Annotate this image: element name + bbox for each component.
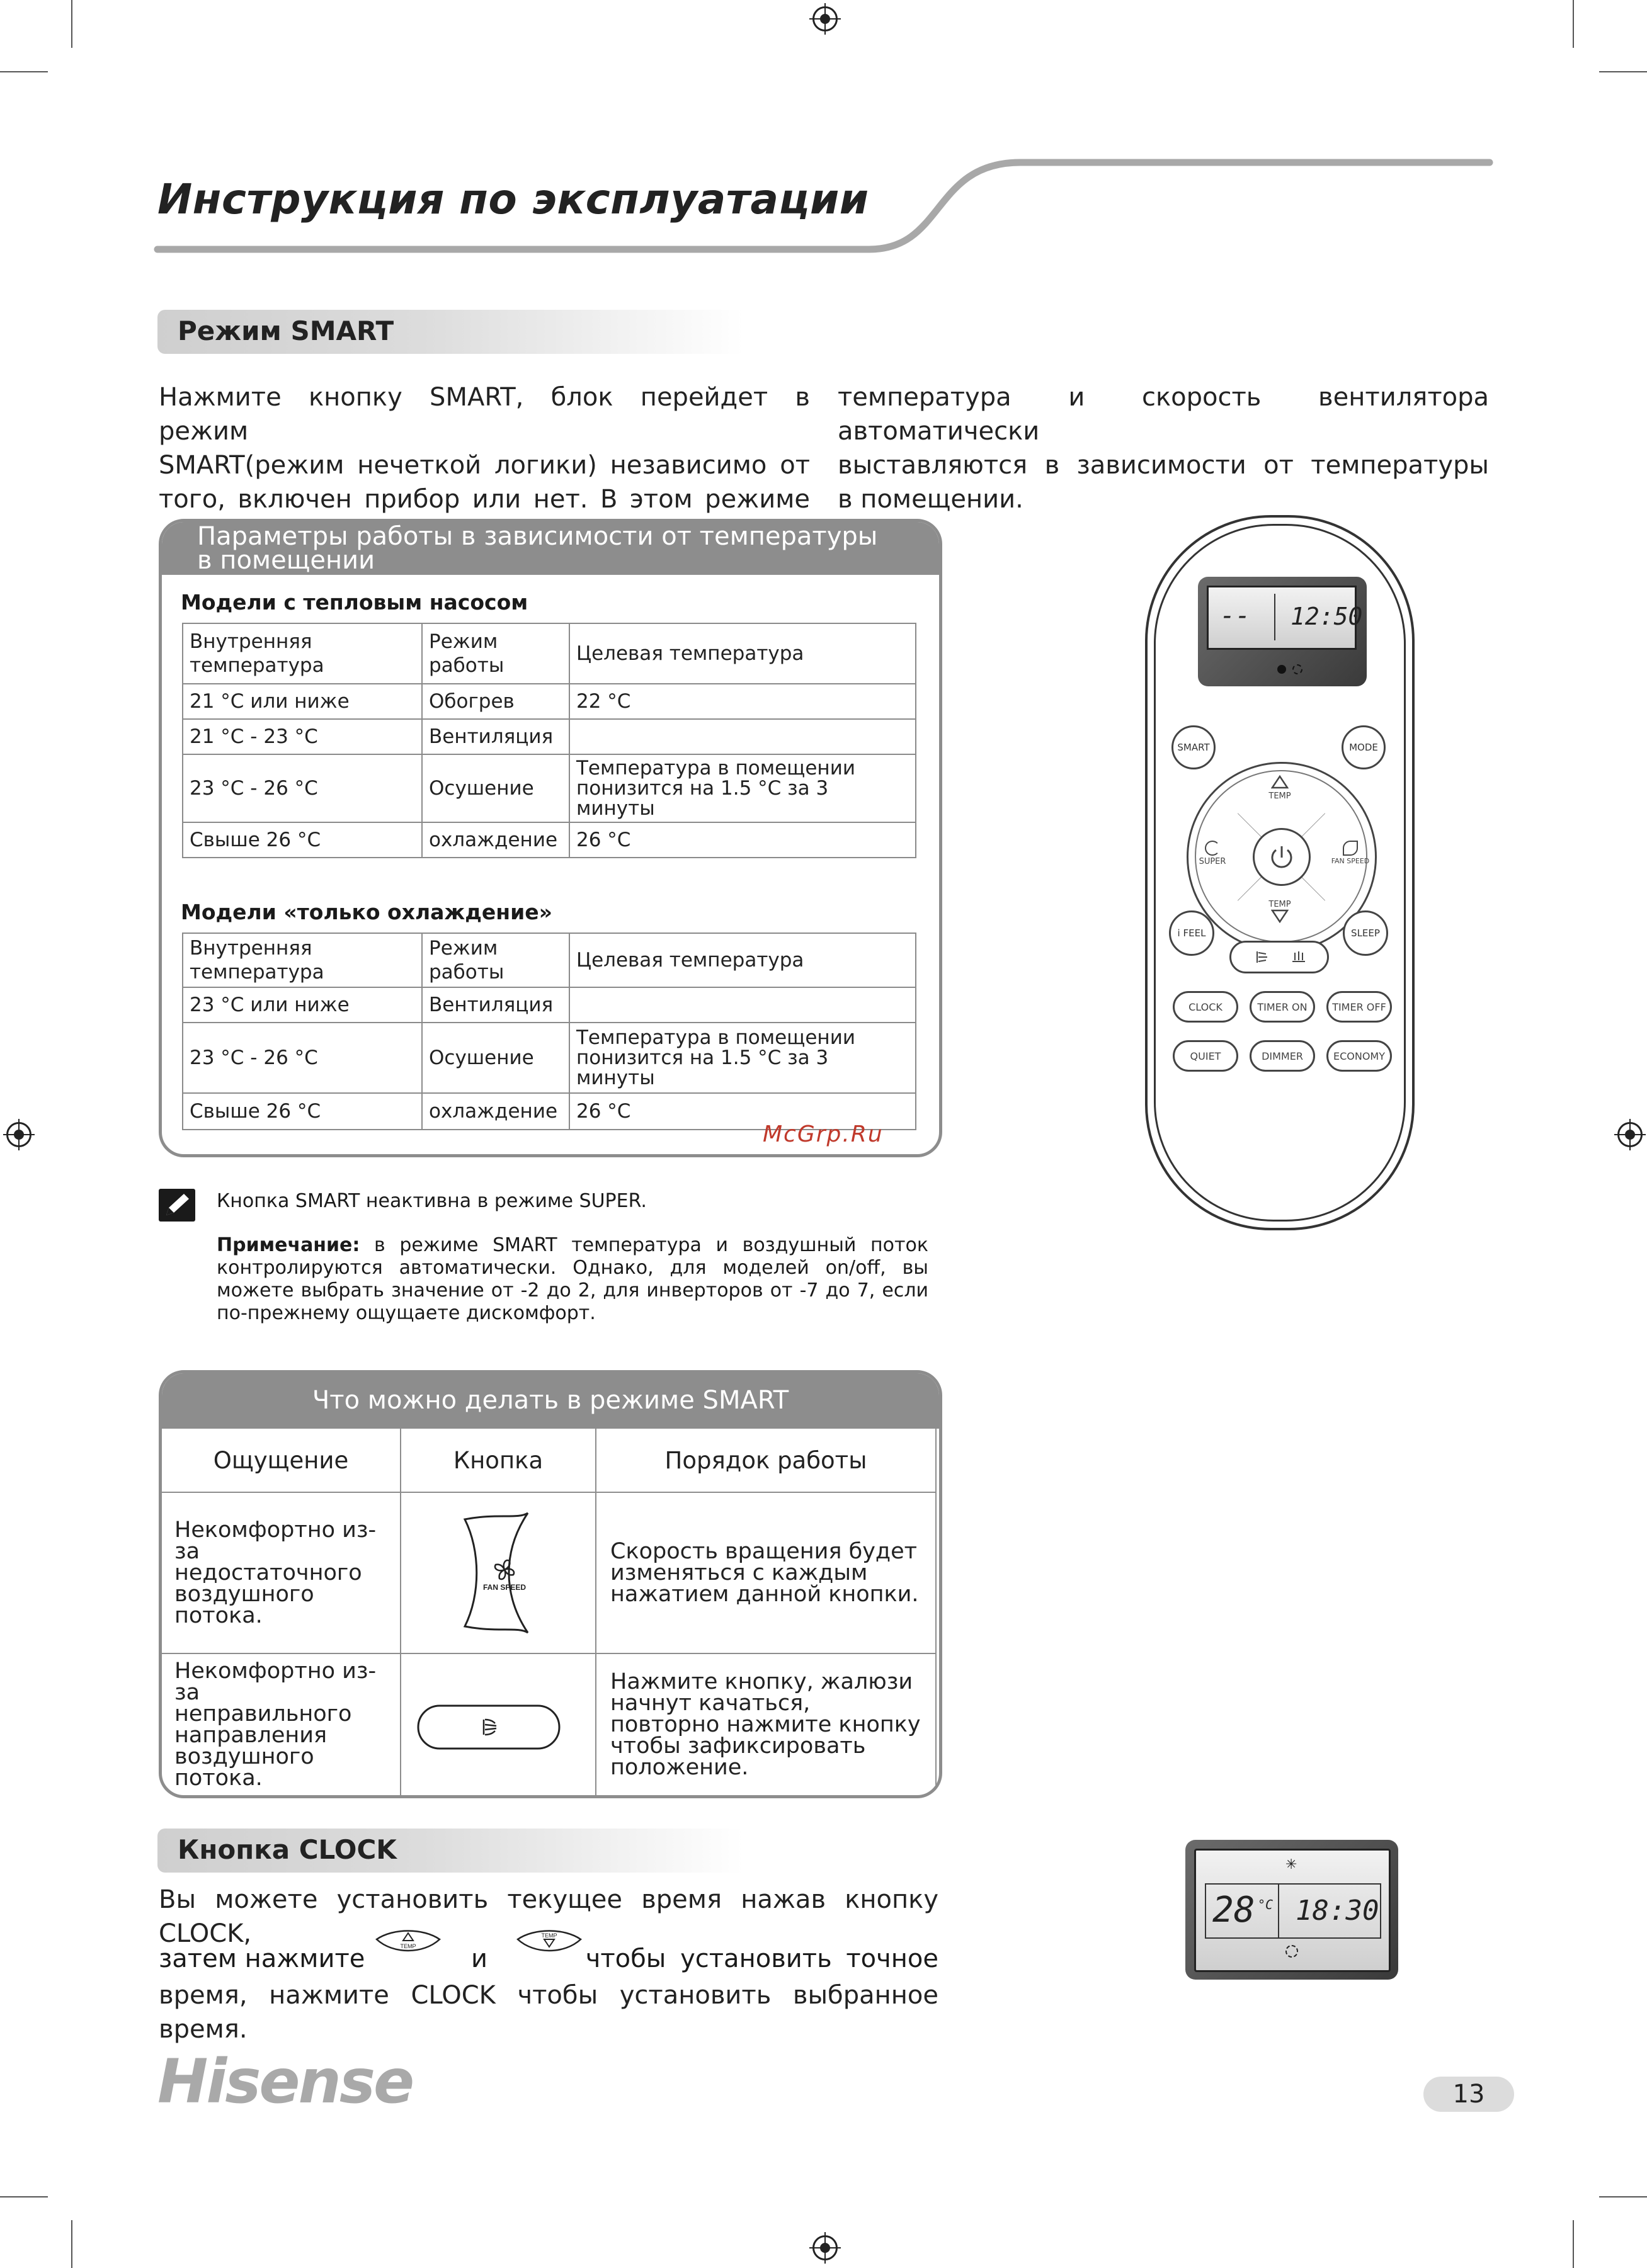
table-cell: охлаждение: [422, 1093, 569, 1130]
smart-paragraph-right: [838, 380, 1489, 516]
cool-only-table: [182, 933, 916, 1130]
triangle-down-icon: [1271, 909, 1289, 923]
table-cell: Режим работы: [422, 933, 569, 987]
temp-down-button[interactable]: [1258, 900, 1302, 938]
super-icon: [1205, 841, 1220, 856]
table-row: [183, 822, 916, 858]
table-cell: Вентиляция: [422, 719, 569, 754]
section-heading: Кнопка CLOCK: [178, 1834, 397, 1865]
table-cell: 23 °C или ниже: [183, 987, 422, 1023]
table-cell: [401, 1492, 596, 1653]
temp-up-icon: [374, 1927, 442, 1966]
table-row: [161, 1653, 936, 1796]
text-line: температура и скорость вентилятора автоматически: [838, 383, 1489, 446]
brand-logo: Hisense: [157, 2046, 413, 2117]
ifeel-button[interactable]: i FEEL: [1169, 910, 1214, 956]
table-cell: Осушение: [422, 754, 569, 822]
registration-mark-icon: [6, 1122, 31, 1147]
table-cell: 21 °C или ниже: [183, 684, 422, 719]
table-cell: Свыше 26 °C: [183, 1093, 422, 1130]
remote-lcd: [1198, 577, 1367, 686]
smart-paragraph-left: [159, 380, 810, 516]
table-cell: Осушение: [422, 1023, 569, 1093]
note-text: в режиме SMART температура и воздушный поток контролируются автоматически. Однако, для моделей on/off, вы можете выбрать значение от -2 до 2, для инверторов от -7 до 7, если по-прежнему ощущаете дискомфорт.: [217, 1234, 928, 1324]
section-heading-bar: [157, 1829, 743, 1873]
note-paragraph: [217, 1234, 928, 1325]
table-row: [183, 987, 916, 1023]
actions-panel-header: [162, 1373, 939, 1429]
pencil-note-icon: [159, 1189, 195, 1222]
crop-mark: [1573, 2220, 1574, 2268]
moon-icon: [1277, 665, 1286, 674]
table-cell: Нажмите кнопку, жалюзи начнут качаться, повторно нажмите кнопку чтобы зафиксировать положение.: [596, 1653, 936, 1796]
table-header-row: [183, 623, 916, 684]
table-cell: Скорость вращения будет изменяться с каждым нажатием данной кнопки.: [596, 1492, 936, 1653]
clock-display-screen: [1194, 1849, 1391, 1972]
fan-speed-label: FAN SPEED: [482, 1583, 527, 1592]
actions-table: [161, 1427, 937, 1796]
table-cell: 21 °C - 23 °C: [183, 719, 422, 754]
table-cell: Ощущение: [161, 1428, 401, 1492]
header-swoosh: [0, 0, 1647, 264]
text-fragment: чтобы установить точное: [585, 1944, 938, 1973]
svg-text:TEMP: TEMP: [541, 1932, 557, 1939]
table-cell: Внутренняя температура: [183, 623, 422, 684]
heat-pump-table: [182, 623, 916, 858]
svg-text:TEMP: TEMP: [400, 1943, 416, 1949]
section-heading-bar: [157, 310, 743, 354]
table-row: [161, 1492, 936, 1653]
temp-up-button[interactable]: [1258, 775, 1302, 813]
super-button[interactable]: [1192, 838, 1233, 876]
table-cell: 22 °C: [569, 684, 916, 719]
super-label: SUPER: [1199, 857, 1226, 866]
table-cell: Температура в помещении понизится на 1.5 °C за 3 минуты: [569, 754, 916, 822]
table-header-row: [183, 933, 916, 987]
table-cell: Обогрев: [422, 684, 569, 719]
table-cell: [401, 1653, 596, 1796]
text-line: SMART(режим нечеткой логики) независимо от: [159, 451, 810, 480]
clock-line-3: время, нажмите CLOCK чтобы установить выбранное время.: [159, 1981, 938, 2044]
text-line: Нажмите кнопку SMART, блок перейдет в режим: [159, 383, 810, 446]
page-number: 13: [1452, 2080, 1485, 2109]
swing-icons: [1245, 948, 1314, 967]
table-cell: Свыше 26 °C: [183, 822, 422, 858]
section-heading: Режим SMART: [178, 315, 394, 346]
remote-display-time: 12:50: [1291, 603, 1363, 630]
text-fragment: и: [471, 1944, 487, 1973]
fan-speed-button[interactable]: [1328, 838, 1372, 876]
table-cell: Целевая температура: [569, 623, 916, 684]
text-line: в помещении.: [838, 485, 1023, 514]
triangle-up-icon: [1271, 775, 1289, 789]
actions-panel-title: Что можно делать в режиме SMART: [312, 1386, 789, 1415]
crop-mark: [71, 2220, 72, 2268]
text-line: того, включен прибор или нет. В этом режиме: [159, 485, 810, 514]
sleep-button[interactable]: SLEEP: [1343, 910, 1388, 956]
power-icon: [1266, 841, 1297, 873]
snowflake-icon: ✳: [1285, 1857, 1297, 1873]
table-cell: Температура в помещении понизится на 1.5 °C за 3 минуты: [569, 1023, 916, 1093]
table-cell: Внутренняя температура: [183, 933, 422, 987]
temp-down-icon: [515, 1927, 583, 1966]
table-cell: Кнопка: [401, 1428, 596, 1492]
registration-mark-icon: [1617, 1122, 1643, 1147]
fan-icon: [1343, 841, 1358, 856]
economy-button[interactable]: ECONOMY: [1326, 1040, 1392, 1072]
swing-button[interactable]: [1229, 941, 1329, 973]
table-row: [183, 684, 916, 719]
temp-down-label: TEMP: [1268, 900, 1291, 909]
table-cell: охлаждение: [422, 822, 569, 858]
table-row: [183, 754, 916, 822]
table-cell: Некомфортно из-за недостаточного воздушного потока.: [161, 1492, 401, 1653]
remote-control: [1145, 515, 1415, 1230]
crop-mark: [1599, 2196, 1647, 2197]
table-cell: 23 °C - 26 °C: [183, 1023, 422, 1093]
temp-up-label: TEMP: [1268, 791, 1291, 801]
params-panel-header: [162, 522, 939, 575]
sun-icon: [1292, 664, 1302, 674]
clock-line-2: [159, 1927, 938, 1977]
fan-speed-button-icon: [402, 1494, 595, 1652]
table-cell: 26 °C: [569, 822, 916, 858]
text-fragment: затем нажмите: [159, 1944, 365, 1973]
registration-mark-icon: [812, 2235, 838, 2260]
clock-display-time: 18:30: [1296, 1895, 1379, 1927]
params-panel-title: Параметры работы в зависимости от температуры в помещении: [197, 522, 878, 575]
table-cell: 26 °C: [569, 1093, 916, 1130]
actions-panel: [159, 1370, 942, 1798]
timer-off-button[interactable]: TIMER OFF: [1326, 991, 1392, 1023]
smart-button[interactable]: SMART: [1171, 725, 1216, 769]
table-cell: Порядок работы: [596, 1428, 936, 1492]
table-cell: Некомфортно из-за неправильного направления воздушного потока.: [161, 1653, 401, 1796]
table-row: [183, 1023, 916, 1093]
note-label: Примечание:: [217, 1234, 360, 1256]
clock-display-temp: 28: [1212, 1890, 1255, 1931]
table-cell: [569, 719, 916, 754]
remote-display-left: --: [1220, 601, 1251, 630]
table-cell: Режим работы: [422, 623, 569, 684]
table-cell: 23 °C - 26 °C: [183, 754, 422, 822]
remote-lcd-screen: [1207, 586, 1363, 650]
page-title: Инструкция по эксплуатации: [157, 175, 869, 224]
page-number-badge: [1423, 2077, 1514, 2112]
swing-button-icon: [402, 1655, 595, 1794]
dimmer-button[interactable]: DIMMER: [1250, 1040, 1315, 1072]
quiet-button[interactable]: QUIET: [1173, 1040, 1238, 1072]
text-line: выставляются в зависимости от температуры: [838, 451, 1489, 480]
power-button[interactable]: [1253, 828, 1311, 886]
clock-display: [1185, 1840, 1398, 1980]
mode-button[interactable]: MODE: [1342, 725, 1386, 769]
fan-indicator-icon: [1285, 1945, 1298, 1958]
crop-mark: [0, 2196, 48, 2197]
note-smart-inactive: Кнопка SMART неактивна в режиме SUPER.: [217, 1190, 647, 1212]
table-row: [183, 719, 916, 754]
cool-only-heading: Модели «только охлаждение»: [181, 900, 552, 924]
heat-pump-heading: Модели с тепловым насосом: [181, 590, 528, 615]
params-panel: [159, 519, 942, 1157]
timer-on-button[interactable]: TIMER ON: [1250, 991, 1315, 1023]
clock-line-1: Вы можете установить текущее время нажав кнопку CLOCK,: [159, 1885, 938, 1948]
clock-button[interactable]: CLOCK: [1173, 991, 1238, 1023]
table-header-row: [161, 1428, 936, 1492]
fan-speed-label: FAN SPEED: [1331, 857, 1370, 865]
table-cell: Целевая температура: [569, 933, 916, 987]
table-cell: Вентиляция: [422, 987, 569, 1023]
watermark: McGrp.Ru: [763, 1121, 884, 1147]
table-cell: [569, 987, 916, 1023]
clock-display-unit: °C: [1258, 1897, 1274, 1912]
